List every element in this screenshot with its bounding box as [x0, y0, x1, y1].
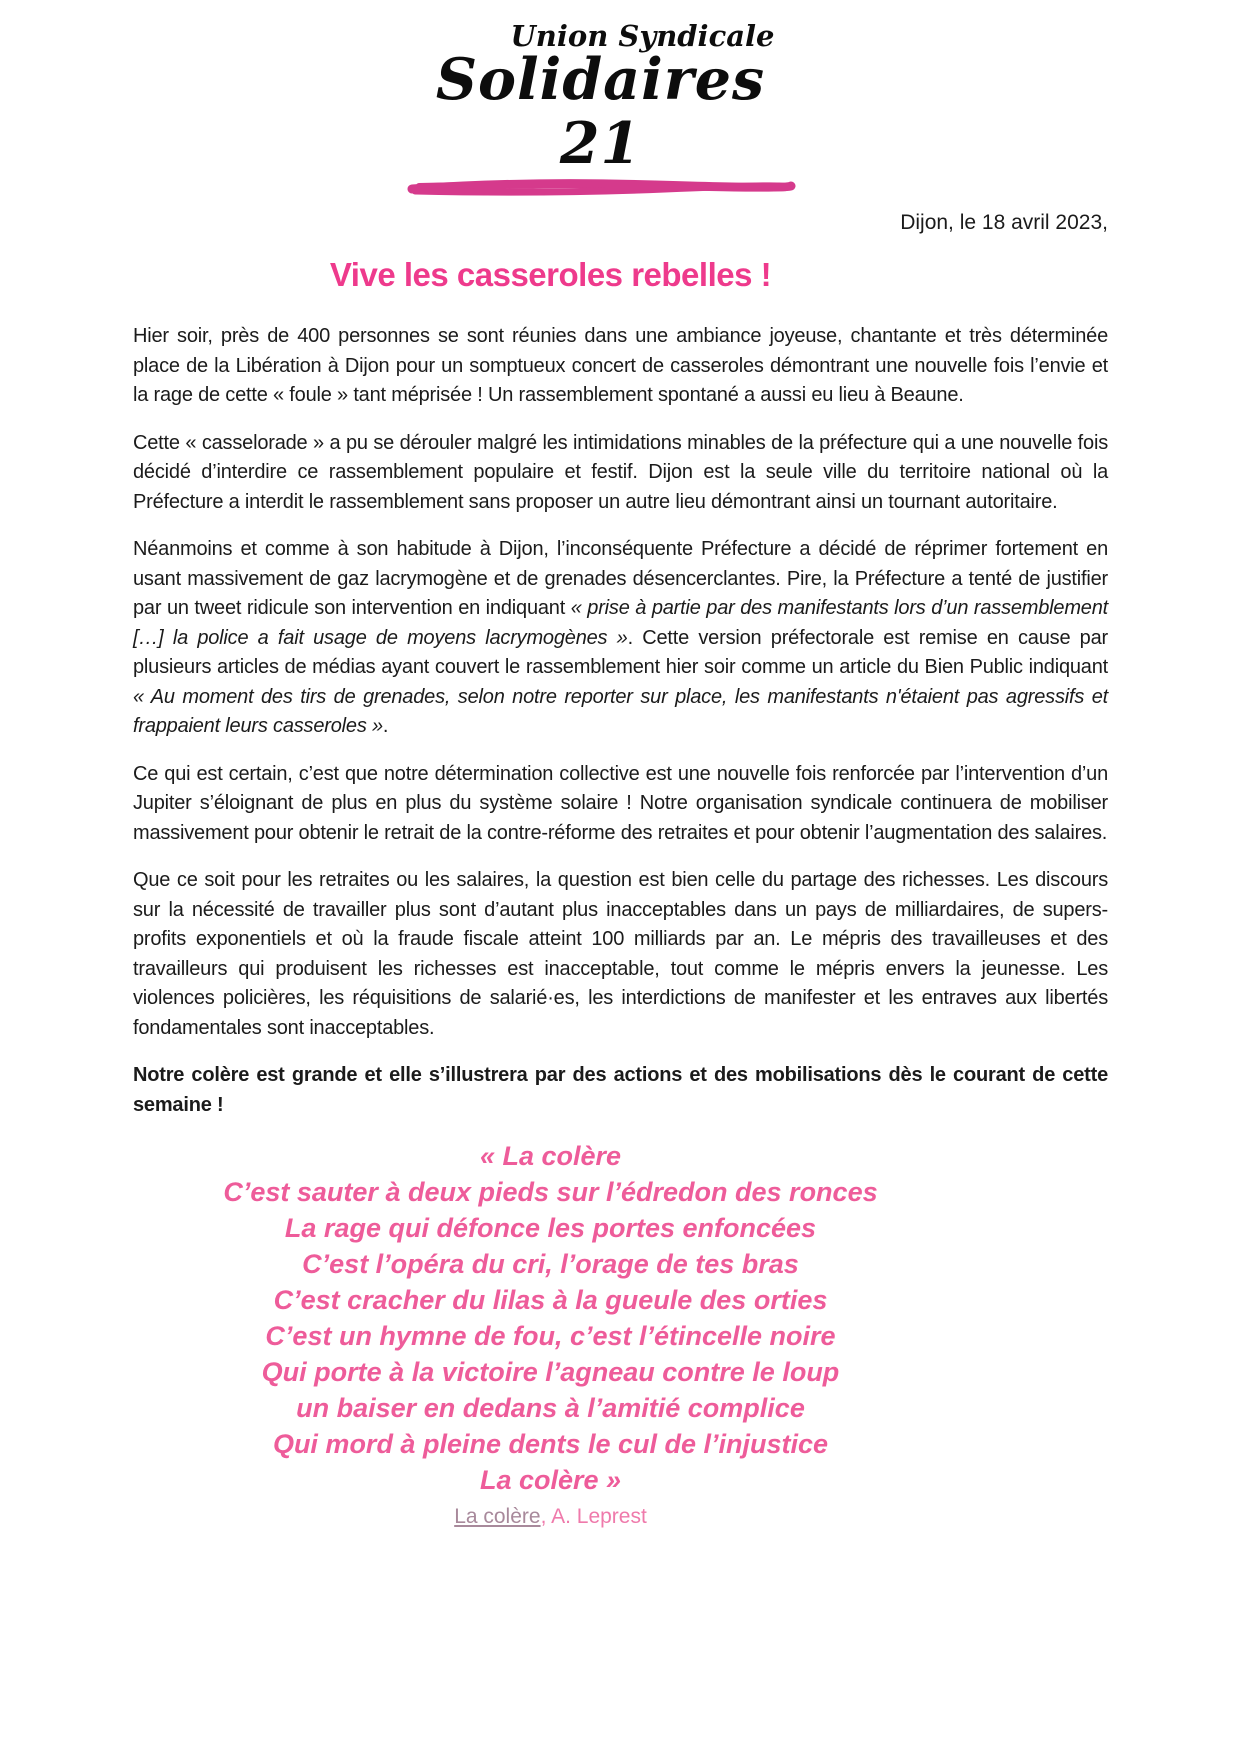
paragraph-3: Néanmoins et comme à son habitude à Dijon, l’inconséquente Préfecture a décidé de réprimer fortement en usant massivement de gaz lacrymogène et de grenades désencerclantes. Pire, la Préfecture a tenté de justifier par un tweet ridicule son intervention en indiquant « prise à partie par des manifestants lors d’un rassemblement […] la police a fait usage de moyens lacrymogènes ». Cette version préfectorale est remise en cause par plusieurs articles de médias ayant couvert le rassemblement hier soir comme un article du Bien Public indiquant « Au moment des tirs de grenades, selon notre reporter sur place, les manifestants n'étaient pas agressifs et frappaient leurs casseroles ».: [133, 538, 1109, 737]
logo-solidaires-21-text: Solidaires 21: [435, 46, 766, 177]
logo-union-syndicale-text: Union Syndicale: [510, 19, 775, 53]
poem: [133, 1138, 968, 1498]
poem-author: , A. Leprest: [540, 1505, 647, 1528]
poem-line-9: Qui mord à pleine dents le cul de l’injustice: [272, 1429, 829, 1459]
poem-title-link[interactable]: La colère: [454, 1505, 541, 1528]
poem-line-1: « La colère: [479, 1141, 622, 1171]
logo: [405, 20, 797, 198]
poem-line-6: C’est un hymne de fou, c’est l’étincelle noire: [265, 1321, 836, 1351]
logo-brush-underline: [405, 178, 797, 198]
body-text: [133, 322, 1108, 1120]
date-line: Dijon, le 18 avril 2023,: [900, 211, 1108, 234]
paragraph-5: Que ce soit pour les retraites ou les salaires, la question est bien celle du partage des richesses. Les discours sur la nécessité de travailler plus sont d’autant plus inacceptables dans un pays de milliardaires, de supers-profits exponentiels et où la fraude fiscale atteint 100 milliards par an. Le mépris des travailleuses et des travailleurs qui produisent les richesses est inacceptable, tout comme le mépris envers la jeunesse. Les violences policières, les réquisitions de salarié·es, les interdictions de manifester et les entraves aux libertés fondamentales sont inacceptables.: [133, 869, 1108, 1039]
poem-line-3: La rage qui défonce les portes enfoncées: [284, 1213, 817, 1243]
paragraph-4: Ce qui est certain, c’est que notre détermination collective est une nouvelle fois renforcée par l’intervention d’un Jupiter s’éloignant de plus en plus du système solaire ! Notre organisation syndicale continuera de mobiliser massivement pour obtenir le retrait de la contre-réforme des retraites et pour obtenir l’augmentation des salaires.: [133, 762, 1108, 844]
poem-line-8: un baiser en dedans à l’amitié complice: [296, 1393, 805, 1423]
poem-line-2: C’est sauter à deux pieds sur l’édredon des ronces: [223, 1177, 878, 1207]
poem-line-7: Qui porte à la victoire l’agneau contre le loup: [261, 1357, 840, 1387]
paragraph-bold-conclusion: Notre colère est grande et elle s’illustrera par des actions et des mobilisations dès le courant de cette semaine !: [133, 1064, 1108, 1116]
paragraph-1: Hier soir, près de 400 personnes se sont réunies dans une ambiance joyeuse, chantante et très déterminée place de la Libération à Dijon pour un somptueux concert de casseroles démontrant une nouvelle fois l’envie et la rage de cette « foule » tant méprisée ! Un rassemblement spontané a aussi eu lieu à Beaune.: [133, 325, 1108, 406]
poem-line-4: C’est l’opéra du cri, l’orage de tes bras: [302, 1249, 799, 1279]
document-title: Vive les casseroles rebelles !: [329, 256, 772, 293]
poem-line-5: C’est cracher du lilas à la gueule des orties: [273, 1285, 828, 1315]
paragraph-2: Cette « casselorade » a pu se dérouler malgré les intimidations minables de la préfecture qui a une nouvelle fois décidé d’interdire ce rassemblement populaire et festif. Dijon est la seule ville du territoire national où la Préfecture a interdit le rassemblement sans proposer un autre lieu démontrant ainsi un tournant autoritaire.: [133, 431, 1108, 513]
poem-attribution: [133, 1502, 968, 1532]
poem-line-10: La colère »: [479, 1465, 622, 1495]
